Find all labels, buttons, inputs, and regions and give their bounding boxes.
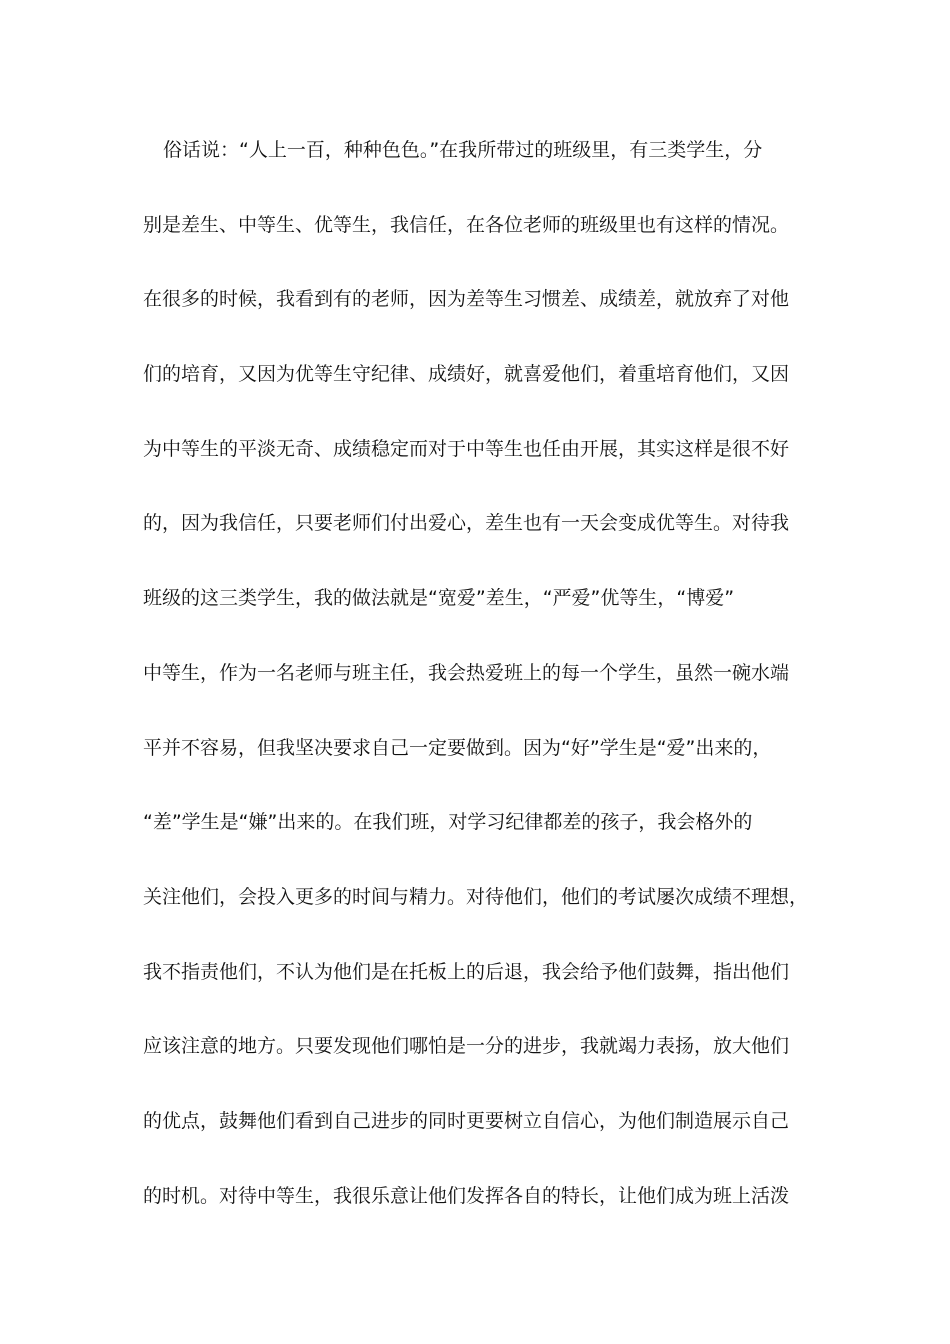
text-line: 我不指责他们，不认为他们是在托板上的后退，我会给予他们鼓舞，指出他们 bbox=[143, 960, 790, 983]
text-line: 的，因为我信任，只要老师们付出爱心，差生也有一天会变成优等生。对待我 bbox=[143, 512, 790, 535]
text-line: 关注他们，会投入更多的时间与精力。对待他们，他们的考试屡次成绩不理想， bbox=[143, 885, 809, 908]
text-line: 为中等生的平淡无奇、成绩稳定而对于中等生也任由开展，其实这样是很不好 bbox=[143, 437, 790, 460]
text-line: “差”学生是“嫌”出来的。在我们班，对学习纪律都差的孩子，我会格外的 bbox=[143, 811, 753, 834]
text-line: 班级的这三类学生，我的做法就是“宽爱”差生，“严爱”优等生，“博爱” bbox=[143, 587, 735, 610]
text-line: 的时机。对待中等生，我很乐意让他们发挥各自的特长，让他们成为班上活泼 bbox=[143, 1184, 790, 1207]
text-line: 平并不容易，但我坚决要求自己一定要做到。因为“好”学生是“爱”出来的， bbox=[143, 736, 772, 759]
text-line: 中等生，作为一名老师与班主任，我会热爱班上的每一个学生，虽然一碗水端 bbox=[143, 661, 790, 684]
text-line: 别是差生、中等生、优等生，我信任，在各位老师的班级里也有这样的情况。 bbox=[143, 213, 790, 236]
text-line: 在很多的时候，我看到有的老师，因为差等生习惯差、成绩差，就放弃了对他 bbox=[143, 288, 790, 311]
body-text bbox=[143, 130, 823, 1250]
text-line: 的优点，鼓舞他们看到自己进步的同时更要树立自信心，为他们制造展示自己 bbox=[143, 1109, 790, 1132]
text-line: 应该注意的地方。只要发现他们哪怕是一分的进步，我就竭力表扬，放大他们 bbox=[143, 1035, 790, 1058]
text-line: 们的培育，又因为优等生守纪律、成绩好，就喜爱他们，着重培育他们，又因 bbox=[143, 363, 790, 386]
text-line: 俗话说：“人上一百，种种色色。”在我所带过的班级里，有三类学生，分 bbox=[163, 139, 763, 161]
